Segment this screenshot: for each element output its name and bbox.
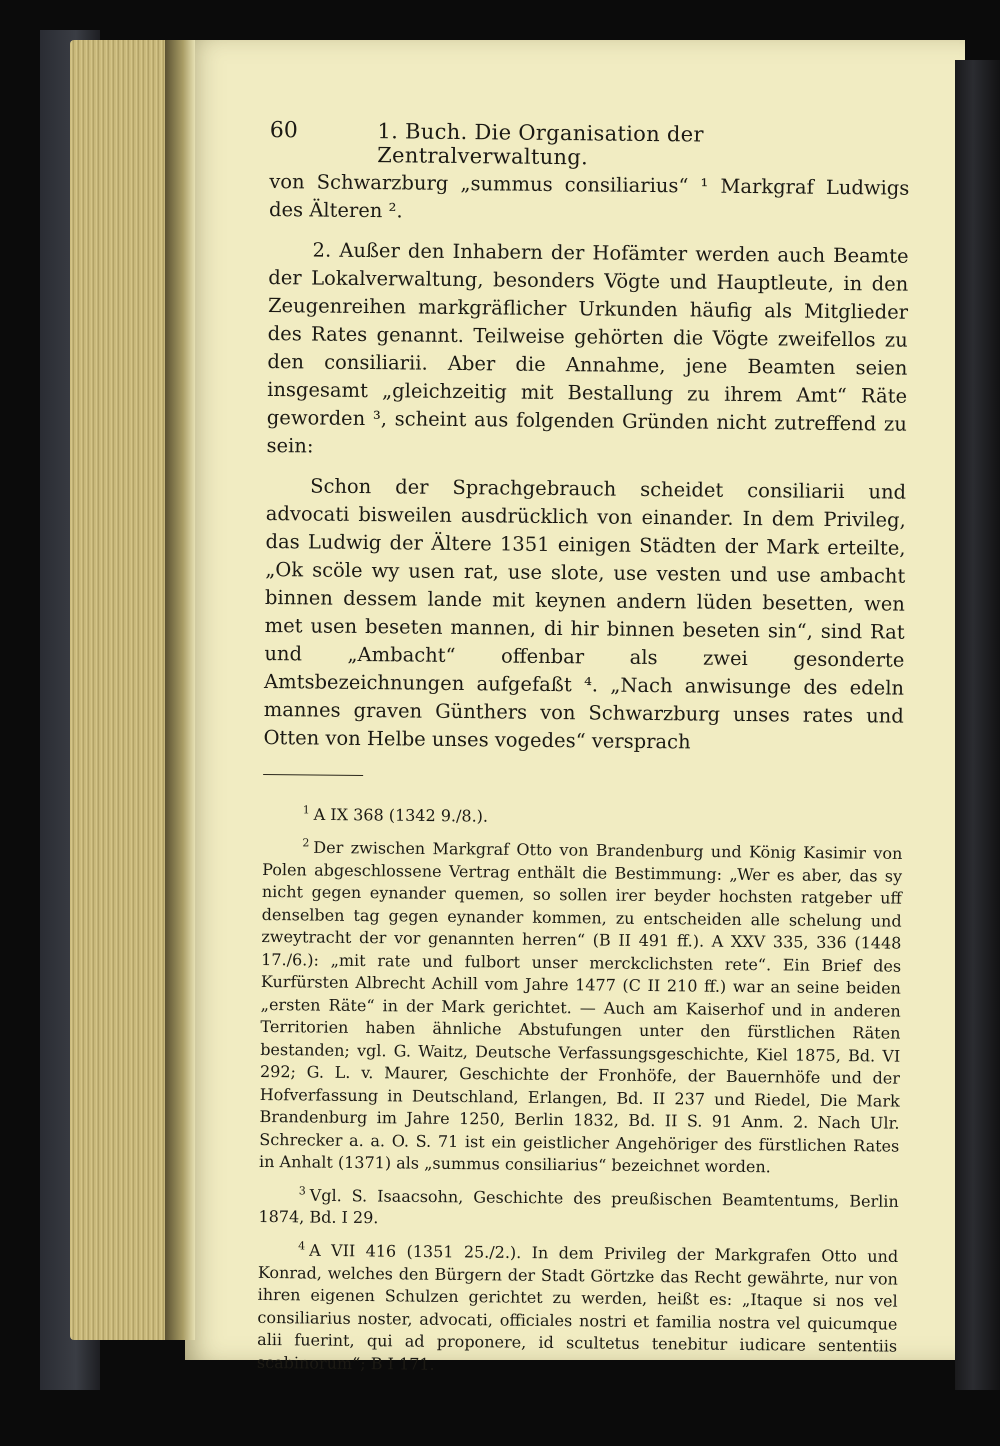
footnote-mark: 4: [298, 1239, 306, 1253]
footnote-4: [257, 1235, 898, 1381]
book-gutter: [165, 40, 195, 1340]
footnote-mark: 2: [302, 836, 310, 850]
footnote-1: [263, 799, 903, 833]
footnote-text: A IX 368 (1342 9./8.).: [313, 804, 489, 826]
footnote-3: [258, 1180, 898, 1236]
facing-page-shadow: [955, 60, 1000, 1390]
footnote-text: A VII 416 (1351 25./2.). In dem Privileg der Markgrafen Otto und Konrad, welches den Bürgern der Stadt Görtzke das Recht gewährte, nur von ihren eigenen Schulzen gerichtet zu werden, heißt es: „Itaque si nos vel consiliarius noster, advocati, officiales nostri et familia nostra vel quicumque alii fuerint, qui ad proponere, id scultetus tenebitur iudicare sententiis scabinorum“; B I 171.: [256, 1240, 899, 1374]
footnote-text: Vgl. S. Isaacsohn, Geschichte des preußischen Beamtentums, Berlin 1874, Bd. I 29.: [258, 1185, 899, 1228]
body-paragraph-1: von Schwarzburg „summus consiliarius“ ¹ Markgraf Ludwigs des Älteren ².: [268, 169, 910, 223]
footnote-2: [259, 832, 903, 1181]
footnote-mark: 3: [298, 1184, 306, 1198]
body-paragraph-3: Schon der Sprachgebrauch scheidet consiliarii und advocati bisweilen ausdrücklich von einander. In dem Privileg, das Ludwig der Ältere 1351 einigen Städten der Mark erteilte, „Ok scöle wy usen rat, use slote, use vesten und use ambacht binnen dessem lande mit keynen andern lüden besetten, wen met usen beseten mannen, di hir binnen beseten sin“, sind Rat und „Ambacht“ offenbar als zwei gesonderte Amtsbezeichnungen aufgefaßt ⁴. „Nach anwisunge des edeln mannes graven Günthers von Schwarzburg unses rates und Otten von Helbe unses vogedes“ versprach: [263, 474, 907, 754]
running-header: [269, 118, 910, 170]
footnote-separator: [263, 774, 363, 776]
page-number: 60: [269, 118, 298, 144]
body-paragraph-2: 2. Außer den Inhabern der Hofämter werden auch Beamte der Lokalverwaltung, besonders Vögte und Hauptleute, in den Zeugenreihen markgräflicher Urkunden häufig als Mitglieder des Rates genannt. Teilweise gehörten die Vögte zweifellos zu den consiliarii. Aber die Annahme, jene Beamten seien insgesamt „gleichzeitig mit Bestallung zu ihrem Amt“ Räte geworden ³, scheint aus folgenden Gründen nicht zutreffend zu sein:: [266, 238, 909, 458]
page-content: [257, 118, 910, 1387]
footnote-text: Der zwischen Markgraf Otto von Brandenburg und König Kasimir von Polen abgeschlossene Vertrag enthält die Bestimmung: „Wer es aber, das sy nicht gegen eynander quemen, so sollen irer beyder hochsten ratgeber uff denselben tag gegen eynander kommen, zu entscheiden alle schelung und zweytracht der vor genannten herren“ (B II 491 ff.). A XXV 335, 336 (1448 17./6.): „mit rate und fulbort unser merckclichsten rete“. Ein Brief des Kurfürsten Albrecht Achill vom Jahre 1477 (C II 210 ff.) war an seine beiden „ersten Räte“ in der Mark gerichtet. — Auch am Kaiserhof und in anderen Territorien haben ähnliche Abstufungen unter den fürstlichen Räten bestanden; vgl. G. Waitz, Deutsche Verfassungsgeschichte, Kiel 1875, Bd. VI 292; G. L. v. Maurer, Geschichte der Fronhöfe, der Bauernhöfe und der Hofverfassung in Deutschland, Erlangen, Bd. II 237 und Riedel, Die Mark Brandenburg im Jahre 1250, Berlin 1832, Bd. II S. 91 Anm. 2. Nach Ulr. Schrecker a. a. O. S. 71 ist ein geistlicher Angehöriger des fürstlichen Rates in Anhalt (1371) als „summus consiliarius“ bezeichnet worden.: [258, 837, 903, 1177]
footnote-mark: 1: [302, 803, 310, 817]
running-title: 1. Buch. Die Organisation der Zentralverwaltung.: [377, 119, 704, 170]
